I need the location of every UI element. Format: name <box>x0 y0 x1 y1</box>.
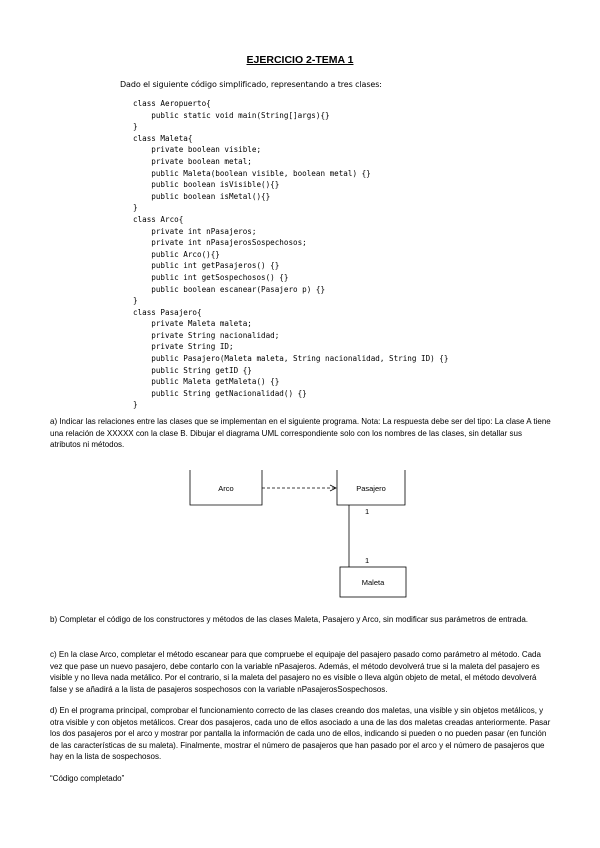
code-line: public String getNacionalidad() {} <box>133 388 307 398</box>
code-line: public Maleta getMaleta() {} <box>133 377 280 387</box>
code-line: public Arco(){} <box>133 249 220 259</box>
uml-class-arco <box>190 470 262 505</box>
code-line: class Arco{ <box>133 214 184 224</box>
question-c: c) En la clase Arco, completar el método escanear para que compruebe el equipaje del pasajero pasado como parámetro al método. Cada vez que pase un nuevo pasajero, debe contarlo con la variable nPasajeros. Además, el método devolverá true si la maleta del pasajero es visible y no lleva nada metálico. Por el contrario, si la maleta del pasajero no es visible o lleva algún objeto de metal, el método devolverá false y se añadirá a la lista de pasajeros sospechosos con la variable nPasajerosSospechosos. <box>50 650 541 694</box>
code-line: public boolean isMetal(){} <box>133 191 271 201</box>
code-line: class Pasajero{ <box>133 307 202 317</box>
intro-text: Dado el siguiente código simplificado, representando a tres clases: <box>120 80 382 89</box>
code-line: } <box>133 400 138 410</box>
closing-text: “Código completado” <box>50 774 125 783</box>
code-line: public int getSospechosos() {} <box>133 272 289 282</box>
code-line: public String getID {} <box>133 365 252 375</box>
uml-label-maleta: Maleta <box>361 578 385 587</box>
code-line: public static void main(String[]args){} <box>133 110 330 120</box>
uml-multiplicity-top: 1 <box>365 507 370 516</box>
code-line: } <box>133 296 138 306</box>
question-a: a) Indicar las relaciones entre las clases que se implementan en el siguiente programa. Nota: La respuesta debe ser del tipo: La clase A tiene una relación de XXXXX con la clase B. Dibujar el diagrama UML correspondiente solo con los nombres de las clases, sin detallar sus atributos ni métodos. <box>50 417 551 449</box>
code-line: public Maleta(boolean visible, boolean metal) {} <box>133 168 371 178</box>
code-line: public boolean isVisible(){} <box>133 180 280 190</box>
code-line: public int getPasajeros() {} <box>133 261 280 271</box>
code-line: public Pasajero(Maleta maleta, String nacionalidad, String ID) {} <box>133 354 449 364</box>
uml-dependency-arrow <box>262 485 336 491</box>
code-line: private String nacionalidad; <box>133 330 280 340</box>
code-line: } <box>133 203 138 213</box>
uml-class-maleta <box>340 567 406 597</box>
code-line: private int nPasajerosSospechosos; <box>133 238 307 248</box>
uml-class-pasajero <box>337 470 405 505</box>
code-line: private String ID; <box>133 342 234 352</box>
code-line: private boolean metal; <box>133 156 252 166</box>
code-line: private int nPasajeros; <box>133 226 257 236</box>
uml-association-line <box>349 505 369 567</box>
question-b: b) Completar el código de los constructores y métodos de las clases Maleta, Pasajero y Arco, sin modificar sus parámetros de entrada. <box>50 615 529 624</box>
code-line: private Maleta maleta; <box>133 319 252 329</box>
uml-label-arco: Arco <box>218 484 234 493</box>
question-d: d) En el programa principal, comprobar el funcionamiento correcto de las clases creando dos maletas, una visible y sin objetos metálicos, y otra visible y con objetos metálicos. Crear dos pasajeros, cada uno de ellos asociado a una de las dos maletas creadas anteriormente. Pasar los dos pasajeros por el arco y mostrar por pantalla la información de cada uno de ellos, indicando si pueden o no pueden pasar (en función de las características de su maleta). Finalmente, mostrar el número de pasajeros que han pasado por el arco y el número de pasajeros que hay en la lista de sospechosos. <box>50 706 551 761</box>
document-title: EJERCICIO 2-TEMA 1 <box>246 54 354 66</box>
code-line: private boolean visible; <box>133 145 262 155</box>
code-line: public boolean escanear(Pasajero p) {} <box>133 284 326 294</box>
code-line: class Aeropuerto{ <box>133 99 211 108</box>
code-line: } <box>133 122 138 132</box>
uml-multiplicity-bottom: 1 <box>365 556 370 565</box>
uml-label-pasajero: Pasajero <box>356 484 386 493</box>
code-line: class Maleta{ <box>133 133 193 143</box>
